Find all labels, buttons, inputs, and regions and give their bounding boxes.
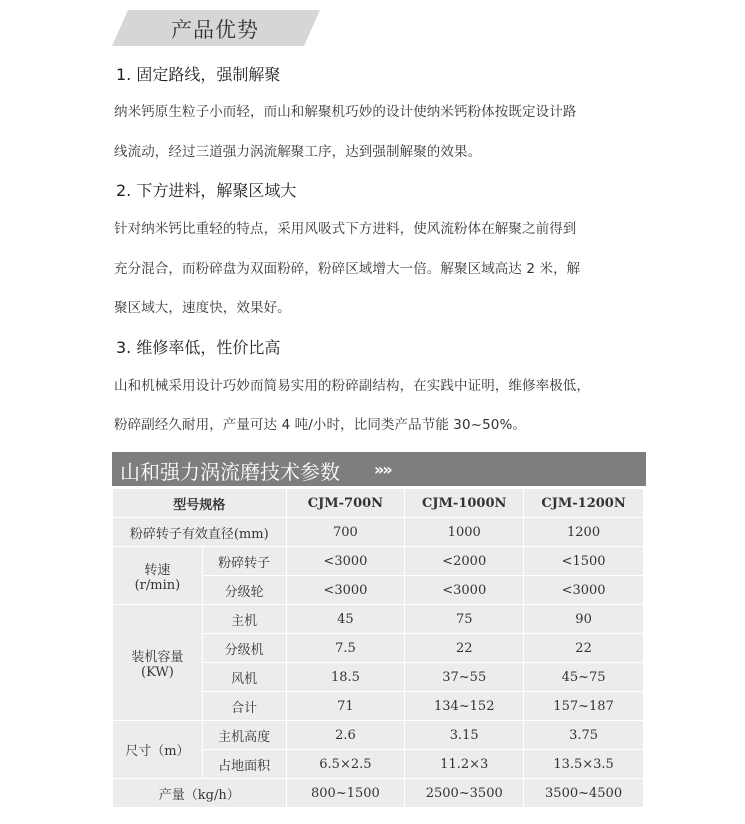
table-cell: 157~187 [524,692,644,721]
table-row [113,518,644,547]
advantages-title: 产品优势 [171,18,259,42]
output-label: 产量（kg/h） [113,779,287,808]
table-cell: 71 [286,692,405,721]
table-cell: 1000 [405,518,524,547]
rotor-diameter-label: 粉碎转子有效直径(mm) [113,518,287,547]
advantage-2-line-2: 充分混合，而粉碎盘为双面粉碎，粉碎区域增大一倍。解聚区域高达 2 米，解 [114,261,581,277]
size-label: 尺寸（m） [113,721,203,779]
spec-table [112,488,644,808]
table-cell: 800~1500 [286,779,405,808]
power-label [113,605,203,721]
advantage-heading-3: 3. 维修率低，性价比高 [116,338,281,357]
table-row [113,721,644,750]
table-cell: 90 [524,605,644,634]
row-label: 分级机 [202,634,286,663]
table-cell: 3500~4500 [524,779,644,808]
header-cjm-700n: CJM-700N [286,489,405,518]
advantage-3-line-2: 粉碎副经久耐用，产量可达 4 吨/小时，比同类产品节能 30~50%。 [114,417,527,433]
table-cell: 11.2×3 [405,750,524,779]
row-label: 分级轮 [202,576,286,605]
advantage-1-line-2: 线流动，经过三道强力涡流解聚工序，达到强制解聚的效果。 [114,144,482,160]
row-label: 主机高度 [202,721,286,750]
table-cell: <3000 [286,576,405,605]
table-cell: <3000 [286,547,405,576]
table-cell: 18.5 [286,663,405,692]
table-cell: <3000 [405,576,524,605]
table-cell: 1200 [524,518,644,547]
row-label: 风机 [202,663,286,692]
power-label-text: 装机容量 [131,649,184,665]
header-cjm-1000n: CJM-1000N [405,489,524,518]
table-row [113,547,644,576]
speed-label-text: 转速 [144,562,171,578]
table-cell: <2000 [405,547,524,576]
table-cell: 2500~3500 [405,779,524,808]
advantage-3-line-1: 山和机械采用设计巧妙而简易实用的粉碎副结构，在实践中证明，维修率极低， [114,378,590,394]
table-cell: 75 [405,605,524,634]
table-cell: 22 [405,634,524,663]
advantage-heading-2: 2. 下方进料，解聚区域大 [116,181,297,200]
row-label: 占地面积 [202,750,286,779]
table-cell: 134~152 [405,692,524,721]
double-chevron-right-icon: »» [374,460,391,479]
advantage-heading-1: 1. 固定路线，强制解聚 [116,65,281,84]
row-label: 合计 [202,692,286,721]
table-cell: 700 [286,518,405,547]
params-title: 山和强力涡流磨技术参数 [120,460,340,484]
table-row [113,605,644,634]
advantage-2-line-1: 针对纳米钙比重轻的特点，采用风吸式下方进料，使风流粉体在解聚之前得到 [114,221,577,237]
header-model: 型号规格 [113,489,287,518]
table-cell: <3000 [524,576,644,605]
table-cell: 6.5×2.5 [286,750,405,779]
row-label: 粉碎转子 [202,547,286,576]
table-cell: <1500 [524,547,644,576]
table-cell: 22 [524,634,644,663]
table-cell: 2.6 [286,721,405,750]
table-cell: 45 [286,605,405,634]
row-label: 主机 [202,605,286,634]
advantage-2-line-3: 聚区域大，速度快，效果好。 [114,300,291,316]
header-cjm-1200n: CJM-1200N [524,489,644,518]
power-unit-text: (KW) [141,664,174,680]
params-title-bar [112,452,646,486]
table-cell: 3.15 [405,721,524,750]
table-row [113,779,644,808]
table-cell: 13.5×3.5 [524,750,644,779]
table-cell: 37~55 [405,663,524,692]
table-header-row [113,489,644,518]
speed-label [113,547,203,605]
table-cell: 7.5 [286,634,405,663]
table-cell: 3.75 [524,721,644,750]
speed-unit-text: (r/min) [134,577,181,593]
table-cell: 45~75 [524,663,644,692]
advantage-1-line-1: 纳米钙原生粒子小而轻，而山和解聚机巧妙的设计使纳米钙粉体按既定设计路 [114,104,577,120]
